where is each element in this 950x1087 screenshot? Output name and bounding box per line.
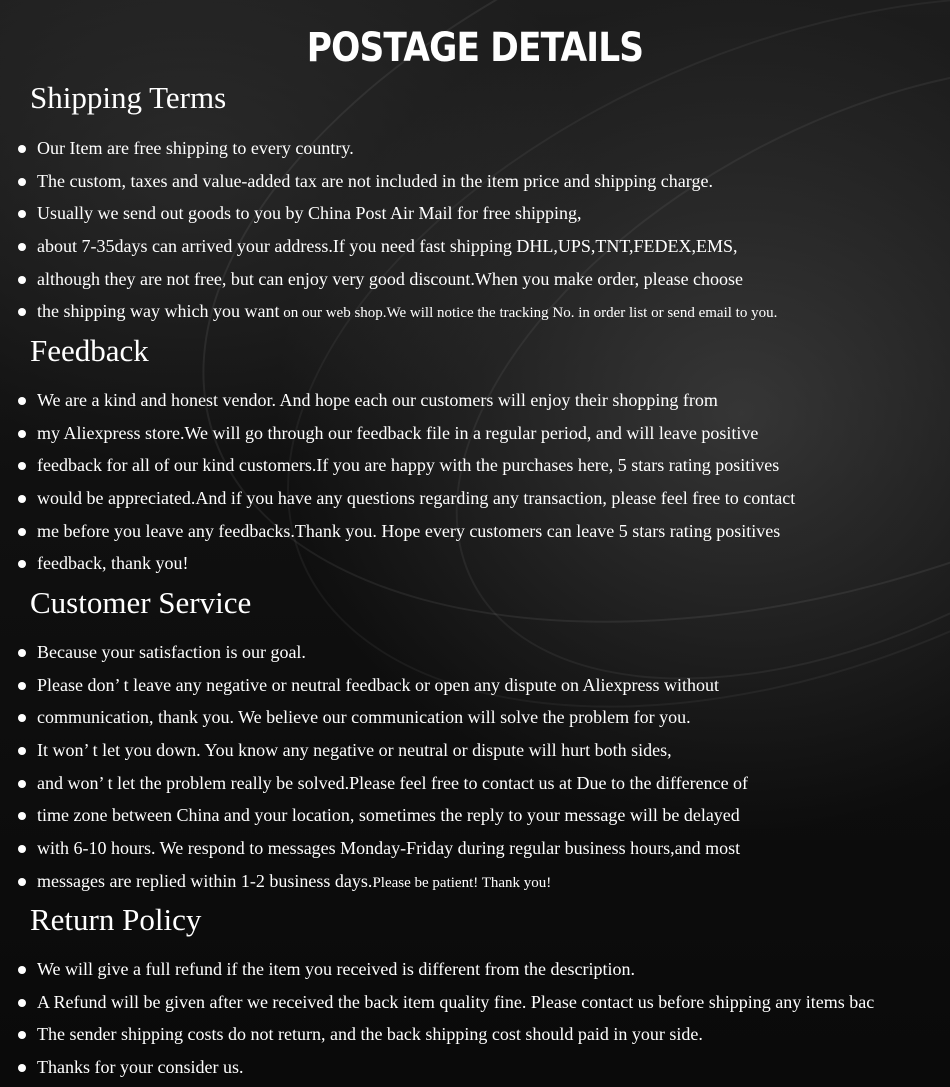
list-item: the shipping way which you want on our web shop.We will notice the tracking No. in order list or send email to you. (18, 296, 777, 326)
section-heading-shipping-terms: Shipping Terms (30, 80, 227, 115)
bullet-icon (18, 999, 26, 1007)
bullet-icon (18, 966, 26, 974)
section-heading-customer-service: Customer Service (30, 585, 252, 620)
list-item: feedback, thank you! (18, 548, 188, 578)
list-item: messages are replied within 1-2 business days.Please be patient! Thank you! (18, 866, 551, 896)
list-item: would be appreciated.And if you have any questions regarding any transaction, please feel free to contact (18, 483, 795, 513)
bullet-icon (18, 845, 26, 853)
list-item: We are a kind and honest vendor. And hope each our customers will enjoy their shopping from (18, 385, 718, 415)
list-item: about 7-35days can arrived your address.If you need fast shipping DHL,UPS,TNT,FEDEX,EMS, (18, 231, 738, 261)
bullet-icon (18, 430, 26, 438)
list-item: A Refund will be given after we received the back item quality fine. Please contact us before shipping any items bac (18, 987, 874, 1017)
list-item: with 6-10 hours. We respond to messages Monday-Friday during regular business hours,and most (18, 833, 740, 863)
bullet-icon (18, 397, 26, 405)
bullet-icon (18, 1064, 26, 1072)
bullet-icon (18, 308, 26, 316)
section-heading-feedback: Feedback (30, 333, 149, 368)
bullet-icon (18, 878, 26, 886)
list-item: It won’ t let you down. You know any negative or neutral or dispute will hurt both sides, (18, 735, 672, 765)
list-item: feedback for all of our kind customers.If you are happy with the purchases here, 5 stars rating positives (18, 450, 779, 480)
list-item: The sender shipping costs do not return, and the back shipping cost should paid in your side. (18, 1019, 703, 1049)
bullet-icon (18, 682, 26, 690)
bullet-icon (18, 528, 26, 536)
list-item: Our Item are free shipping to every country. (18, 133, 354, 163)
bullet-icon (18, 560, 26, 568)
bullet-icon (18, 649, 26, 657)
list-item: my Aliexpress store.We will go through our feedback file in a regular period, and will leave positive (18, 418, 758, 448)
page-title: POSTAGE DETAILS (306, 25, 644, 71)
bullet-icon (18, 210, 26, 218)
bullet-icon (18, 462, 26, 470)
bullet-icon (18, 178, 26, 186)
list-item: Usually we send out goods to you by China Post Air Mail for free shipping, (18, 198, 581, 228)
bullet-icon (18, 747, 26, 755)
bullet-icon (18, 495, 26, 503)
list-item: Please don’ t leave any negative or neutral feedback or open any dispute on Aliexpress without (18, 670, 719, 700)
list-item: although they are not free, but can enjoy very good discount.When you make order, please choose (18, 264, 743, 294)
bullet-icon (18, 276, 26, 284)
bullet-icon (18, 1031, 26, 1039)
bullet-icon (18, 145, 26, 153)
bullet-icon (18, 780, 26, 788)
section-heading-return-policy: Return Policy (30, 902, 202, 937)
list-item: and won’ t let the problem really be solved.Please feel free to contact us at Due to the difference of (18, 768, 748, 798)
bullet-icon (18, 812, 26, 820)
list-item: We will give a full refund if the item you received is different from the description. (18, 954, 635, 984)
bullet-icon (18, 243, 26, 251)
list-item: The custom, taxes and value-added tax are not included in the item price and shipping charge. (18, 166, 713, 196)
list-item: me before you leave any feedbacks.Thank you. Hope every customers can leave 5 stars rating positives (18, 516, 780, 546)
list-item: communication, thank you. We believe our communication will solve the problem for you. (18, 702, 691, 732)
list-item: time zone between China and your location, sometimes the reply to your message will be delayed (18, 800, 740, 830)
list-item: Because your satisfaction is our goal. (18, 637, 306, 667)
list-item: Thanks for your consider us. (18, 1052, 243, 1082)
bullet-icon (18, 714, 26, 722)
